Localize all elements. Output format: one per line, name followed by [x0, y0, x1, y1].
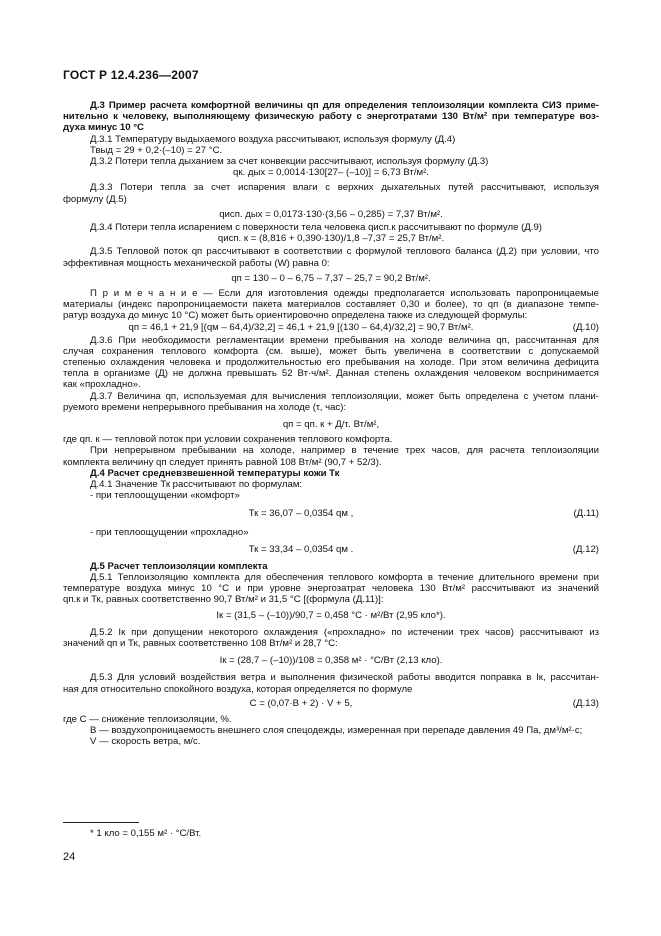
paragraph: Д.3.6 При необходимости регламентации времени пребывания на холоде величина qп, рассчитанная для	[90, 334, 599, 346]
equation-number: (Д.11)	[573, 507, 599, 519]
note: ратур воздуха до минус 10 °С) может быть ориентировочно определена также из следующей формулы:	[63, 310, 528, 322]
document-code-header: ГОСТ Р 12.4.236—2007	[63, 68, 199, 82]
section-heading-d4: Д.4 Расчет средневзвешенной температуры кожи Тк	[90, 467, 340, 479]
paragraph: Д.5.1 Теплоизоляцию комплекта для обеспечения теплового комфорта в течение длительного времени при	[90, 571, 599, 583]
footnote: * 1 кло = 0,155 м² · °С/Вт.	[90, 828, 202, 839]
definition: где С — снижение теплоизоляции, %.	[63, 713, 232, 725]
formula-line: Тк = 36,07 – 0,0354 qм ,	[248, 507, 354, 519]
list-item: - при теплоощущении «прохладно»	[90, 526, 249, 538]
equation-number: (Д.13)	[572, 697, 599, 709]
formula-line: Iк = (28,7 – (–10))/108 = 0,358 м² · °С/Вт (2,13 кло).	[219, 655, 443, 667]
paragraph: как «прохладно».	[63, 379, 141, 391]
paragraph: Д.4.1 Значение Тк рассчитывают по формулам:	[90, 479, 303, 491]
formula-line: qисп. к = (8,816 + 0,390·130)/1,8 –7,37 = 25,7 Вт/м².	[217, 233, 445, 245]
formula-line: qк. дых = 0,0014·130[27– (–10)] = 6,73 Вт/м².	[233, 167, 429, 179]
paragraph: Д.3.3 Потери тепла за счет испарения влаги с верхних дыхательных путей рассчитывают, используя	[90, 182, 599, 194]
paragraph: ная для относительно спокойного воздуха, которая определяется по формуле	[63, 683, 413, 695]
paragraph: комплекта величину qп следует принять равной 108 Вт/м² (90,7 + 52/3).	[63, 456, 382, 468]
paragraph: случая сохранения теплового комфорта (см. выше), может быть увеличена в соответствии с допускаемой	[63, 345, 599, 357]
formula-line: qп = qп. к + Д/τ. Вт/м²,	[282, 419, 380, 431]
page-number: 24	[63, 851, 76, 863]
equation-d13	[63, 698, 599, 711]
paragraph: Д.3.1 Температуру выдыхаемого воздуха рассчитывают, используя формулу (Д.4)	[90, 133, 456, 145]
paragraph: Д.5.3 Для условий воздействия ветра и выполнения физической работы вводится поправка в Iк, рассчитан-	[90, 672, 599, 684]
paragraph: тепла в организме (Д) не должна превышать 52 Вт·ч/м². Данная степень охлаждения человеком воспринимается	[63, 368, 599, 380]
paragraph: Д.3.2 Потери тепла дыханием за счет конвекции рассчитывают, используя формулу (Д.3)	[90, 156, 489, 168]
paragraph: Д.3.7 Величина qп, используемая для вычисления теплоизоляции, может быть определена с учетом плани-	[90, 390, 599, 402]
list-item: - при теплоощущении «комфорт»	[90, 490, 240, 502]
formula-line: qп = 46,1 + 21,9 [(qм – 64,4)/32,2] = 46,1 + 21,9 [(130 – 64,4)/32,2] = 90,7 Вт/м².	[128, 321, 474, 333]
footnote-separator	[63, 822, 139, 823]
formula-line: С = (0,07·В + 2) · V + 5,	[249, 697, 353, 709]
paragraph: степенью охлаждения человека и продолжительностью его пребывания на холоде. При этом величина дефицита	[63, 357, 599, 369]
paragraph: значений qп и Тк, равных соответственно 108 Вт/м² и 28,7 °С:	[63, 637, 338, 649]
equation-number: (Д.10)	[572, 321, 599, 333]
equation-d12	[63, 544, 599, 557]
section-heading-d3: Д.3 Пример расчета комфортной величины qп для определения теплоизоляции комплекта СИЗ приме-	[90, 100, 599, 111]
definition: V — скорость ветра, м/с.	[90, 736, 201, 748]
paragraph: формулу (Д.5)	[63, 193, 127, 205]
formula-line: qп = 130 – 0 – 6,75 – 7,37 – 25,7 = 90,2 Вт/м².	[231, 272, 431, 284]
definition: где qп. к — тепловой поток при условии сохранения теплового комфорта.	[63, 434, 393, 446]
paragraph: При непрерывном пребывании на холоде, например в течение трех часов, для расчета теплоизоляции	[90, 445, 599, 457]
formula-line: qисп. дых = 0,0173·130·(3,56 – 0,285) = 7,37 Вт/м².	[219, 208, 443, 220]
paragraph: Д.5.2 Iк при допущении некоторого охлаждения («прохладно» по истечении трех часов) рассчитывают из	[90, 626, 599, 638]
paragraph: руемого времени непрерывного пребывания на холоде (τ, час):	[63, 401, 347, 413]
paragraph: температуре воздуха минус 10 °С и при уровне энергозатрат человека 130 Вт/м² рассчитывают из значений	[63, 583, 599, 595]
section-heading-d3-end: духа минус 10 °С	[63, 122, 144, 134]
formula-line: Iк = (31,5 – (–10))/90,7 = 0,458 °С · м²/Вт (2,95 кло*).	[216, 609, 446, 621]
equation-d11	[63, 508, 599, 521]
paragraph: эффективная мощность механической работы (W) равна 0:	[63, 257, 330, 269]
definition: В — воздухопроницаемость внешнего слоя спецодежды, измеренная при перепаде давления 49 Па, дм³/м²·с;	[90, 724, 583, 736]
note: материалы (индекс паропроницаемости пакета материалов составляет 0,30 и более), то qп (в диапазоне темпе-	[63, 299, 599, 311]
section-heading-d5: Д.5 Расчет теплоизоляции комплекта	[90, 560, 268, 572]
formula-line: Твыд = 29 + 0,2·(–10) = 27 °С.	[90, 144, 223, 156]
paragraph: Д.3.4 Потери тепла испарением с поверхности тела человека qисп.к рассчитывают по формуле (Д.9)	[90, 222, 543, 234]
paragraph: qп.к и Тк, равных соответственно 90,7 Вт/м² и 31,5 °С [(формула (Д.11)]:	[63, 594, 384, 606]
equation-number: (Д.12)	[572, 543, 599, 555]
section-d3	[63, 100, 599, 747]
note: П р и м е ч а н и е — Если для изготовления одежды предполагается использовать паропроницаемые	[90, 288, 599, 300]
section-heading-d3-cont: нительно к человеку, выполняющему физическую работу с энерготратами 130 Вт/м² при температуре воз-	[63, 111, 599, 123]
equation-d10	[63, 322, 599, 335]
paragraph: Д.3.5 Тепловой поток qп рассчитывают в соответствии с формулой теплового баланса (Д.2) при условии, что	[90, 246, 599, 258]
formula-line: Тк = 33,34 – 0,0354 qм .	[248, 543, 354, 555]
